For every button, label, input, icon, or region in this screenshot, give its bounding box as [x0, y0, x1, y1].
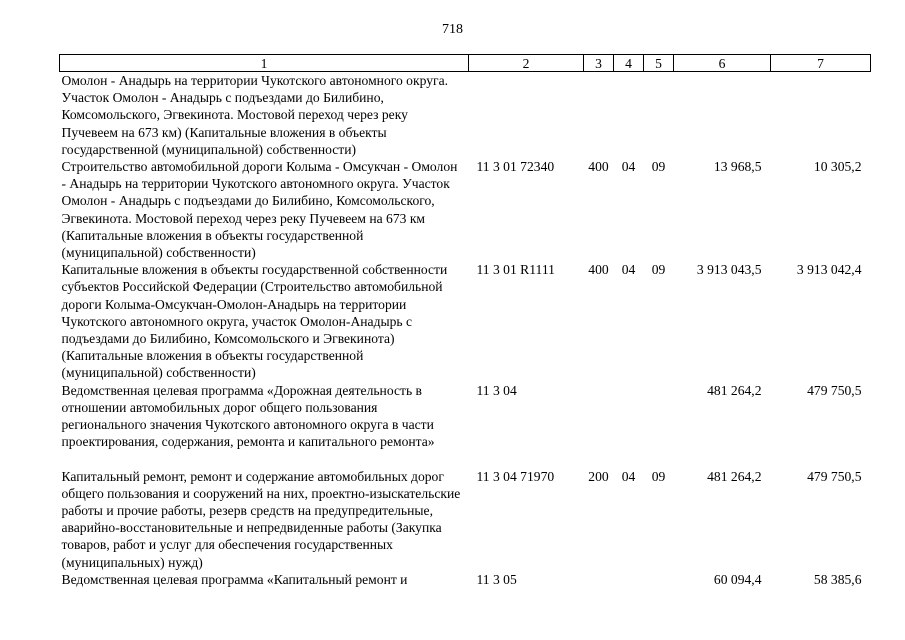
row-name: Ведомственная целевая программа «Дорожная деятельность в отношении автомобильных дорог общего пользования регионального значения Чукотского автономного округа в части проектирования, содержания, ремонта и капитального ремонта» — [61, 382, 435, 450]
row-amount-6: 13 968,5 — [713, 159, 762, 175]
table-row — [60, 382, 871, 468]
column-header: 6 — [674, 55, 771, 72]
row-c5 — [644, 382, 674, 468]
row-c4 — [614, 72, 644, 159]
row-code: 11 3 01 R1111 — [476, 262, 555, 278]
row-name: Строительство автомобильной дороги Колыма - Омсукчан - Омолон - Анадырь на территории Чукотского автономного округа. Участок Омолон - Анадырь с подъездами до Билибино, Комсомольского, Эгвекинота. Мостовой переход через реку Пучевеем на 673 км (Капитальные вложения в объекты государственной (муниципальной) собственности) — [61, 159, 458, 261]
column-header: 1 — [60, 55, 469, 72]
row-amount-6: 481 264,2 — [707, 468, 762, 484]
row-c5: 09 — [651, 468, 666, 484]
row-code: 11 3 04 71970 — [476, 468, 555, 484]
row-amount-7: 3 913 042,4 — [796, 262, 862, 278]
row-amount-6: 60 094,4 — [713, 571, 762, 587]
column-header: 5 — [644, 55, 674, 72]
row-c5: 09 — [651, 159, 666, 175]
row-code: 11 3 05 — [476, 571, 517, 587]
row-code — [469, 72, 584, 159]
table-row — [60, 571, 871, 589]
row-c4: 04 — [621, 468, 636, 484]
row-amount-7: 479 750,5 — [807, 468, 862, 484]
row-c3 — [584, 382, 614, 468]
column-header: 7 — [771, 55, 871, 72]
table-row — [60, 468, 871, 571]
row-amount-7: 10 305,2 — [813, 159, 862, 175]
row-amount-7 — [771, 72, 871, 159]
page-number: 718 — [442, 22, 463, 37]
row-amount-6 — [674, 72, 771, 159]
row-code: 11 3 01 72340 — [476, 159, 555, 175]
row-amount-7: 58 385,6 — [813, 571, 862, 587]
column-header: 4 — [614, 55, 644, 72]
row-c5 — [644, 571, 674, 589]
row-amount-7: 479 750,5 — [807, 382, 862, 398]
row-c3: 400 — [588, 159, 609, 175]
row-amount-6: 481 264,2 — [707, 382, 762, 398]
row-code: 11 3 04 — [476, 382, 517, 398]
row-c3: 400 — [588, 262, 609, 278]
row-c4 — [614, 571, 644, 589]
table-row — [60, 72, 871, 159]
row-name: Капитальный ремонт, ремонт и содержание автомобильных дорог общего пользования и сооружений на них, проектно-изыскательские работы и прочие работы, резерв средств на предупредительные, аварийно-восстановительные и непредвиденные работы (Закупка товаров, работ и услуг для обеспечения государственных (муниципальных) нужд) — [61, 468, 461, 570]
row-c5: 09 — [651, 262, 666, 278]
row-amount-6: 3 913 043,5 — [696, 262, 762, 278]
row-c4 — [614, 382, 644, 468]
row-name: Омолон - Анадырь на территории Чукотского автономного округа. Участок Омолон - Анадырь с подъездами до Билибино, Комсомольского, Эгвекинота. Мостовой переход через реку Пучевеем на 673 км) (Капитальные вложения в объекты государственной (муниципальной) собственности) — [61, 73, 448, 157]
table-row — [60, 261, 871, 381]
budget-table — [59, 54, 871, 589]
row-c5 — [644, 72, 674, 159]
row-name: Капитальные вложения в объекты государственной собственности субъектов Российской Федерации (Строительство автомобильной дороги Колыма-Омсукчан-Омолон-Анадырь на территории Чукотского автономного округа, участок Омолон-Анадырь с подъездами до Билибино, Комсомольского и Эгвекинота) (Капитальные вложения в объекты государственной (муниципальной) собственности) — [61, 262, 448, 381]
row-c3: 200 — [588, 468, 609, 484]
table-row — [60, 158, 871, 261]
table-header-row — [60, 55, 871, 72]
row-c3 — [584, 72, 614, 159]
row-c3 — [584, 571, 614, 589]
row-c4: 04 — [621, 159, 636, 175]
column-header: 3 — [584, 55, 614, 72]
row-name: Ведомственная целевая программа «Капитальный ремонт и — [61, 571, 408, 587]
row-c4: 04 — [621, 262, 636, 278]
column-header: 2 — [469, 55, 584, 72]
